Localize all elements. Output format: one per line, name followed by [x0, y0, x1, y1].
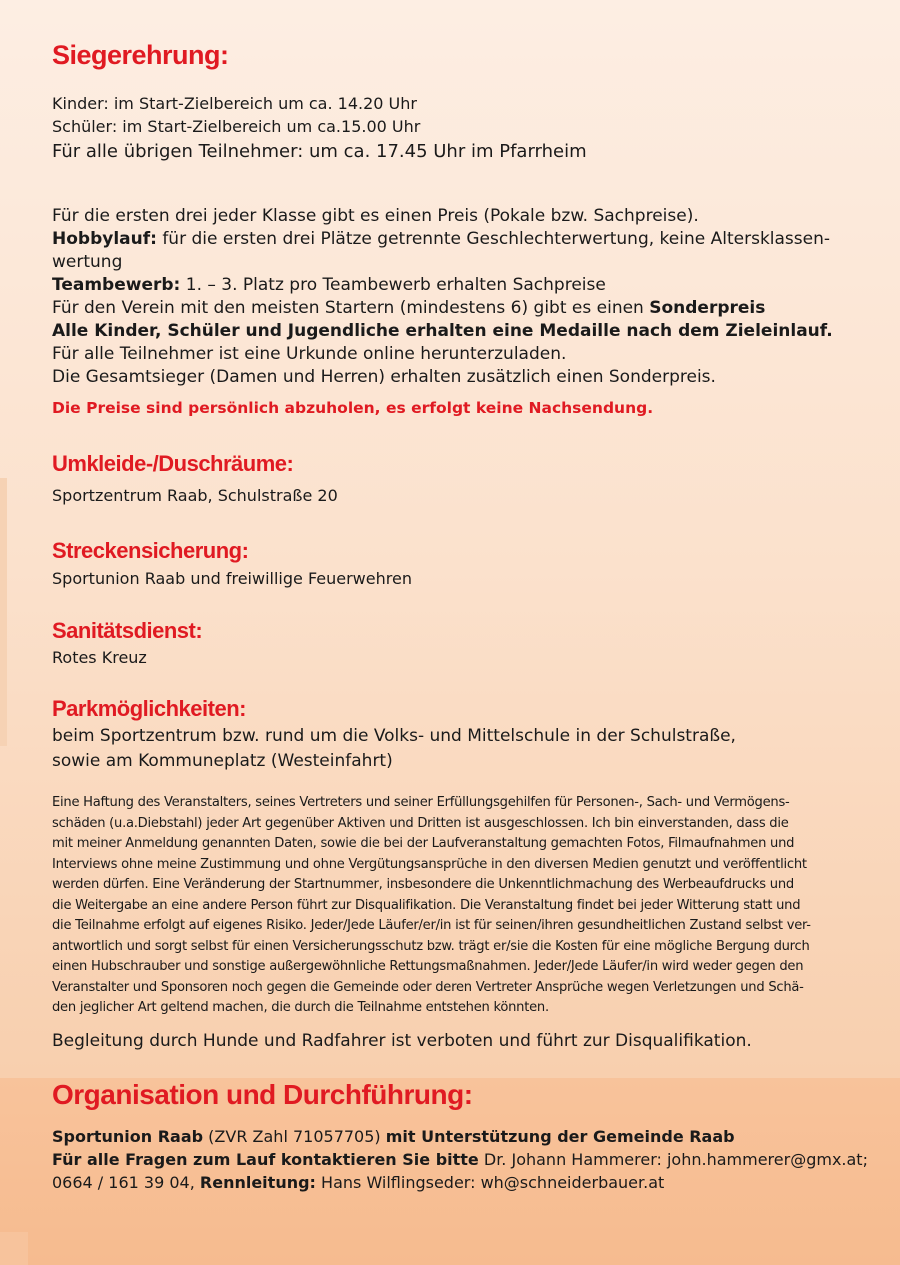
- preis-teambewerb: [52, 274, 606, 297]
- left-decor-square: [0, 1232, 28, 1265]
- sanitaet-text: Rotes Kreuz: [52, 648, 147, 667]
- haftung-line: den jeglicher Art geltend machen, die durch die Teilnahme entstehen könnten.: [52, 1000, 549, 1015]
- haftung-line: einen Hubschrauber und sonstige außergewöhnliche Rettungsmaßnahmen. Jeder/Jede Läufer/in wird weder gegen den: [52, 959, 804, 974]
- haftung-line: die Weitergabe an eine andere Person führt zur Disqualifikation. Die Veranstaltung findet bei jeder Witterung statt und: [52, 897, 801, 913]
- preis-urkunde: Für alle Teilnehmer ist eine Urkunde online herunterzuladen.: [52, 344, 567, 364]
- left-decor-stripe: [0, 478, 7, 746]
- park-line1: beim Sportzentrum bzw. rund um die Volks- und Mittelschule in der Schulstraße,: [52, 726, 736, 746]
- heading-umkleide: Umkleide-/Duschräume:: [52, 451, 294, 476]
- org-support: mit Unterstützung der Gemeinde Raab: [385, 1127, 735, 1146]
- siegerehrung-schueler: Schüler: im Start-Zielbereich um ca.15.00 Uhr: [52, 117, 421, 136]
- verein-text: Für den Verein mit den meisten Startern (mindestens 6) gibt es einen: [52, 298, 650, 318]
- begleitung-text: Begleitung durch Hunde und Radfahrer ist verboten und führt zur Disqualifikation.: [52, 1031, 752, 1051]
- org-zvr: (ZVR Zahl 71057705): [203, 1127, 386, 1146]
- haftung-line: mit meiner Anmeldung genannten Daten, sowie die bei der Laufveranstaltung gemachten Fotos, Filmaufnahmen und: [52, 836, 795, 851]
- hobbylauf-text: für die ersten drei Plätze getrennte Geschlechterwertung, keine Altersklassen-: [156, 229, 831, 249]
- preis-klasse: Für die ersten drei jeder Klasse gibt es einen Preis (Pokale bzw. Sachpreise).: [52, 206, 699, 226]
- siegerehrung-kinder: Kinder: im Start-Zielbereich um ca. 14.20 Uhr: [52, 94, 417, 113]
- haftung-line: schäden (u.a.Diebstahl) jeder Art gegenüber Aktiven und Dritten ist ausgeschlossen. Ich bin einverstanden, dass die: [52, 815, 789, 831]
- preis-notice: Die Preise sind persönlich abzuholen, es erfolgt keine Nachsendung.: [52, 399, 654, 417]
- hobbylauf-label: Hobbylauf:: [52, 229, 157, 249]
- rennleitung-text: Hans Wilflingseder: wh@schneiderbauer.at: [315, 1173, 665, 1192]
- org-line2: [52, 1148, 868, 1171]
- verein-sonderpreis: Sonderpreis: [649, 298, 766, 318]
- preis-medaille: Alle Kinder, Schüler und Jugendliche erhalten eine Medaille nach dem Zieleinlauf.: [52, 321, 833, 341]
- heading-organisation: Organisation und Durchführung:: [52, 1079, 473, 1110]
- haftung-line: die Teilnahme erfolgt auf eigenes Risiko. Jeder/Jede Läufer/er/in ist für seinen/ihren gesundheitlichen Zustand selbst ver-: [52, 918, 811, 933]
- haftung-line: werden dürfen. Eine Veränderung der Startnummer, insbesondere die Unkenntlichmachung des Werbeaufdrucks und: [52, 877, 794, 892]
- preis-gesamtsieger: Die Gesamtsieger (Damen und Herren) erhalten zusätzlich einen Sonderpreis.: [52, 367, 716, 387]
- heading-strecke: Streckensicherung:: [52, 538, 249, 563]
- heading-sanitaet: Sanitätsdienst:: [52, 618, 203, 643]
- park-line2: sowie am Kommuneplatz (Westeinfahrt): [52, 751, 393, 771]
- haftung-line: Eine Haftung des Veranstalters, seines Vertreters und seiner Erfüllungsgehilfen für Personen-, Sach- und Vermögens-: [52, 795, 790, 810]
- heading-siegerehrung: Siegerehrung:: [52, 40, 229, 70]
- org-fragen-label: Für alle Fragen zum Lauf kontaktieren Sie bitte: [52, 1150, 479, 1169]
- strecke-text: Sportunion Raab und freiwillige Feuerwehren: [52, 569, 412, 588]
- teambewerb-text: 1. – 3. Platz pro Teambewerb erhalten Sachpreise: [180, 275, 606, 295]
- org-line3: [52, 1171, 664, 1194]
- umkleide-text: Sportzentrum Raab, Schulstraße 20: [52, 486, 338, 505]
- siegerehrung-uebrige: Für alle übrigen Teilnehmer: um ca. 17.45 Uhr im Pfarrheim: [52, 141, 587, 162]
- haftung-paragraph: [52, 793, 882, 1019]
- preis-hobbylauf-cont: wertung: [52, 252, 123, 272]
- org-line1: [52, 1125, 735, 1148]
- rennleitung-label: Rennleitung:: [199, 1173, 316, 1192]
- preis-hobbylauf: [52, 228, 830, 251]
- org-name: Sportunion Raab: [52, 1127, 204, 1146]
- haftung-line: Interviews ohne meine Zustimmung und ohne Vergütungsansprüche in den diversen Medien genutzt und veröffentlicht: [52, 856, 807, 872]
- org-contact: Dr. Johann Hammerer: john.hammerer@gmx.at;: [478, 1150, 868, 1169]
- org-phone: 0664 / 161 39 04,: [52, 1173, 200, 1192]
- preis-verein: [52, 297, 765, 320]
- heading-park: Parkmöglichkeiten:: [52, 696, 246, 721]
- haftung-line: antwortlich und sorgt selbst für einen Versicherungsschutz bzw. trägt er/sie die Kosten für eine mögliche Bergung durch: [52, 938, 810, 954]
- haftung-line: Veranstalter und Sponsoren noch gegen die Gemeinde oder deren Vertreter Ansprüche wegen Verletzungen und Schä-: [52, 979, 804, 995]
- teambewerb-label: Teambewerb:: [52, 275, 181, 295]
